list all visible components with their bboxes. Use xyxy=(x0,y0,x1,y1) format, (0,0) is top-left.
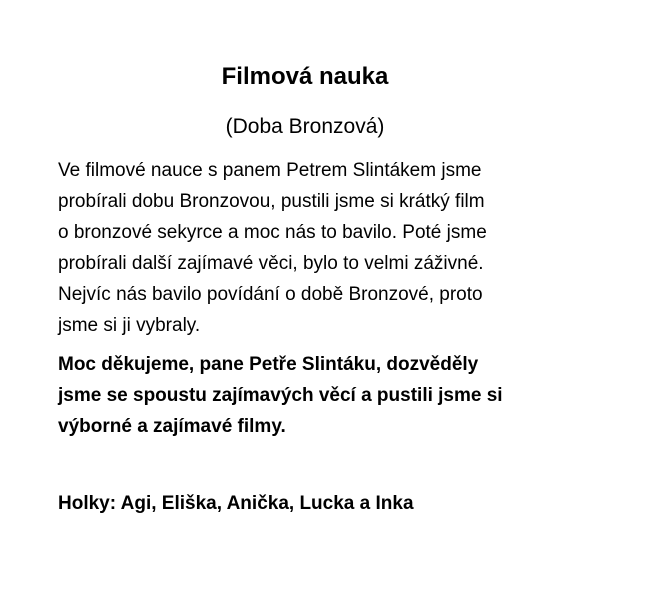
paragraph-line: jsme si ji vybraly. xyxy=(58,315,201,336)
paragraph-line: probírali dobu Bronzovou, pustili jsme si krátký film xyxy=(58,191,485,212)
document-title: Filmová nauka xyxy=(221,63,389,90)
thanks-paragraph xyxy=(58,349,558,442)
paragraph-line: o bronzové sekyrce a moc nás to bavilo. Poté jsme xyxy=(58,222,487,243)
thanks-line: jsme se spoustu zajímavých věcí a pustili jsme si xyxy=(58,385,503,406)
thanks-line: výborné a zajímavé filmy. xyxy=(58,416,286,437)
body-paragraph xyxy=(58,155,558,341)
paragraph-line: probírali další zajímavé věci, bylo to velmi záživné. xyxy=(58,253,484,274)
document-body xyxy=(58,155,558,442)
document-subtitle: (Doba Bronzová) xyxy=(225,115,385,138)
paragraph-line: Nejvíc nás bavilo povídání o době Bronzové, proto xyxy=(58,284,483,305)
thanks-line: Moc děkujeme, pane Petře Slintáku, dozvěděly xyxy=(58,354,479,375)
signature-line: Holky: Agi, Eliška, Anička, Lucka a Inka xyxy=(58,493,414,514)
paragraph-line: Ve filmové nauce s panem Petrem Slintákem jsme xyxy=(58,160,482,181)
